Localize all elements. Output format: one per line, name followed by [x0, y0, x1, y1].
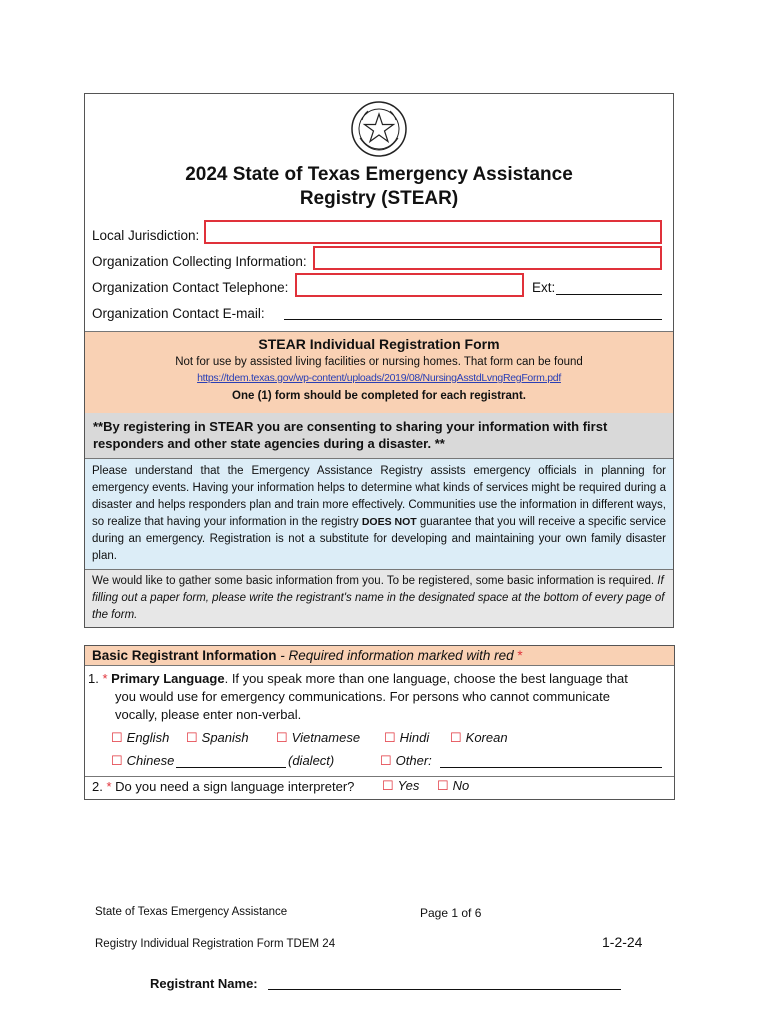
banner-heading: STEAR Individual Registration Form	[258, 336, 500, 352]
local-jurisdiction-input[interactable]	[204, 220, 662, 244]
org-collecting-label: Organization Collecting Information:	[92, 254, 307, 269]
explanation-text: Please understand that the Emergency Assistance Registry assists emergency officials in planning for emergency events. Having your information helps to determine what kinds of services might be required during a disaster and helps responders plan and train more effectively. Communities use the information in different ways, so realize that having your information in the registry DOES NOT guarantee that you will receive a specific service during an emergency. Registration is not a substitute for developing and maintaining your own family disaster plan.	[85, 459, 673, 570]
org-email-label: Organization Contact E-mail:	[92, 306, 265, 321]
question-primary-language: 1. * Primary Language. If you speak more than one language, choose the best language that	[88, 671, 628, 686]
question-primary-language-line2: you would use for emergency communications. For persons who cannot communicate	[115, 689, 610, 704]
footer-form: Registry Individual Registration Form TDEM 24	[95, 938, 336, 950]
org-email-input[interactable]	[284, 319, 662, 320]
footer-page: Page 1 of 6	[420, 906, 482, 920]
checkbox-icon: ☐	[380, 753, 392, 768]
ext-input[interactable]	[556, 294, 662, 295]
option-yes[interactable]: ☐ Yes	[382, 778, 420, 793]
ext-label: Ext:	[532, 280, 556, 295]
option-no[interactable]: ☐ No	[437, 778, 470, 793]
footer-org: State of Texas Emergency Assistance	[95, 906, 288, 918]
local-jurisdiction-label: Local Jurisdiction:	[92, 228, 200, 243]
banner-bold-note: One (1) form should be completed for each registrant.	[232, 390, 526, 402]
checkbox-icon: ☐	[111, 753, 123, 768]
checkbox-icon: ☐	[186, 730, 198, 745]
option-spanish[interactable]: ☐ Spanish	[186, 730, 249, 745]
basic-info-heading: Basic Registrant Information - Required information marked with red *	[85, 646, 674, 666]
banner-note: Not for use by assisted living facilities or nursing homes. That form can be found	[175, 356, 583, 368]
page-title: 2024 State of Texas Emergency Assistance Registry (STEAR)	[185, 164, 573, 209]
org-phone-label: Organization Contact Telephone:	[92, 280, 289, 295]
footer-date: 1-2-24	[602, 934, 643, 950]
option-hindi[interactable]: ☐ Hindi	[384, 730, 430, 745]
registrant-name-input[interactable]	[268, 989, 621, 990]
checkbox-icon: ☐	[382, 778, 394, 793]
option-english[interactable]: ☐ English	[111, 730, 170, 745]
gather-info-text: We would like to gather some basic information from you. To be registered, some basic information is required. If filling out a paper form, please write the registrant's name in the designated space at the bottom of every page of the form.	[85, 570, 673, 627]
option-chinese[interactable]: ☐ Chinese	[111, 753, 175, 768]
org-phone-input[interactable]	[295, 273, 524, 297]
question-primary-language-line3: vocally, please enter non-verbal.	[115, 707, 302, 722]
texas-seal-icon	[350, 100, 408, 158]
option-vietnamese[interactable]: ☐ Vietnamese	[276, 730, 361, 745]
registrant-name-label: Registrant Name:	[150, 976, 258, 991]
option-korean[interactable]: ☐ Korean	[450, 730, 508, 745]
option-other[interactable]: ☐ Other:	[380, 753, 432, 768]
registration-form-banner	[85, 331, 673, 415]
org-collecting-input[interactable]	[313, 246, 662, 270]
other-language-input[interactable]	[440, 767, 662, 768]
checkbox-icon: ☐	[450, 730, 462, 745]
question-sign-language: 2. * Do you need a sign language interpreter?	[92, 779, 355, 794]
divider	[85, 776, 674, 777]
checkbox-icon: ☐	[111, 730, 123, 745]
nursing-form-link[interactable]: https://tdem.texas.gov/wp-content/uploads/2019/08/NursingAsstdLvngRegForm.pdf	[197, 372, 561, 384]
dialect-input[interactable]	[176, 767, 286, 768]
checkbox-icon: ☐	[384, 730, 396, 745]
checkbox-icon: ☐	[437, 778, 449, 793]
consent-notice: **By registering in STEAR you are consenting to sharing your information with first responders and other state agencies during a disaster. **	[85, 413, 673, 459]
dialect-label: (dialect)	[288, 753, 335, 768]
checkbox-icon: ☐	[276, 730, 288, 745]
